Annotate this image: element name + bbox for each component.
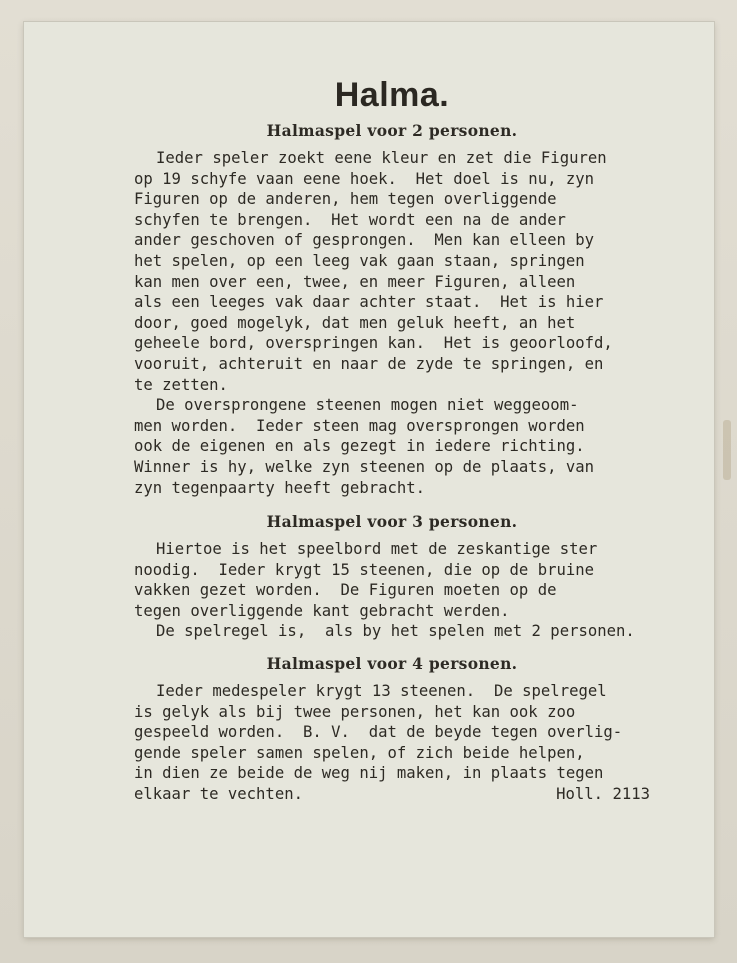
- text-line: Winner is hy, welke zyn steenen op de plaats, van: [134, 457, 595, 476]
- section-2-paragraph-1: [134, 148, 650, 395]
- section-3-paragraph-1: [134, 539, 650, 621]
- text-line: Ieder medespeler krygt 13 steenen. De spelregel: [156, 682, 607, 701]
- text-line: zyn tegenpaarty heeft gebracht.: [134, 478, 426, 497]
- rules-sheet: [24, 22, 714, 937]
- page-title: Halma.: [334, 76, 450, 114]
- text-line: te zetten.: [134, 375, 228, 394]
- text-line: schyfen te brengen. Het wordt een na de ander: [134, 210, 566, 229]
- text-line: gespeeld worden. B. V. dat de beyde tegen overlig-: [134, 723, 623, 742]
- text-line: vooruit, achteruit en naar de zyde te springen, en: [134, 354, 604, 373]
- text-line: het spelen, op een leeg vak gaan staan, springen: [134, 251, 585, 270]
- text-line: kan men over een, twee, en meer Figuren, alleen: [134, 272, 576, 291]
- text-line: in dien ze beide de weg nij maken, in plaats tegen: [134, 764, 604, 783]
- text-line: is gelyk als bij twee personen, het kan ook zoo: [134, 702, 576, 721]
- text-line: op 19 schyfe vaan eene hoek. Het doel is nu, zyn: [134, 169, 595, 188]
- text-line: gende speler samen spelen, of zich beide helpen,: [134, 743, 585, 762]
- section-heading-3-players: Halmaspel voor 3 personen.: [266, 512, 518, 532]
- print-code: Holl. 2113: [556, 785, 650, 804]
- text-line: Hiertoe is het speelbord met de zeskantige ster: [156, 540, 598, 559]
- text-line: Figuren op de anderen, hem tegen overliggende: [134, 190, 557, 209]
- closing-line: [134, 784, 650, 805]
- section-heading-4-players: Halmaspel voor 4 personen.: [266, 654, 518, 674]
- text-line: tegen overliggende kant gebracht werden.: [134, 601, 510, 620]
- section-3-paragraph-2: [134, 621, 650, 642]
- text-line: door, goed mogelyk, dat men geluk heeft, an het: [134, 313, 576, 332]
- text-line: ander geschoven of gesprongen. Men kan elleen by: [134, 231, 595, 250]
- text-line: elkaar te vechten.: [134, 785, 303, 804]
- text-line: Ieder speler zoekt eene kleur en zet die Figuren: [156, 149, 607, 167]
- text-line: geheele bord, overspringen kan. Het is geoorloofd,: [134, 334, 613, 353]
- text-line: als een leeges vak daar achter staat. Het is hier: [134, 293, 604, 312]
- text-line: De spelregel is, als by het spelen met 2 personen.: [156, 622, 635, 641]
- text-line: ook de eigenen en als gezegt in iedere richting.: [134, 437, 585, 456]
- section-4-paragraph-1: [134, 681, 650, 805]
- text-line: De oversprongene steenen mogen niet weggeoom-: [156, 396, 579, 415]
- text-line: vakken gezet worden. De Figuren moeten op de: [134, 581, 557, 600]
- edge-stain: [723, 420, 731, 480]
- text-line: noodig. Ieder krygt 15 steenen, die op de bruine: [134, 560, 595, 579]
- text-line: men worden. Ieder steen mag oversprongen worden: [134, 416, 585, 435]
- section-2-paragraph-2: [134, 395, 650, 498]
- section-heading-2-players: Halmaspel voor 2 personen.: [266, 121, 518, 140]
